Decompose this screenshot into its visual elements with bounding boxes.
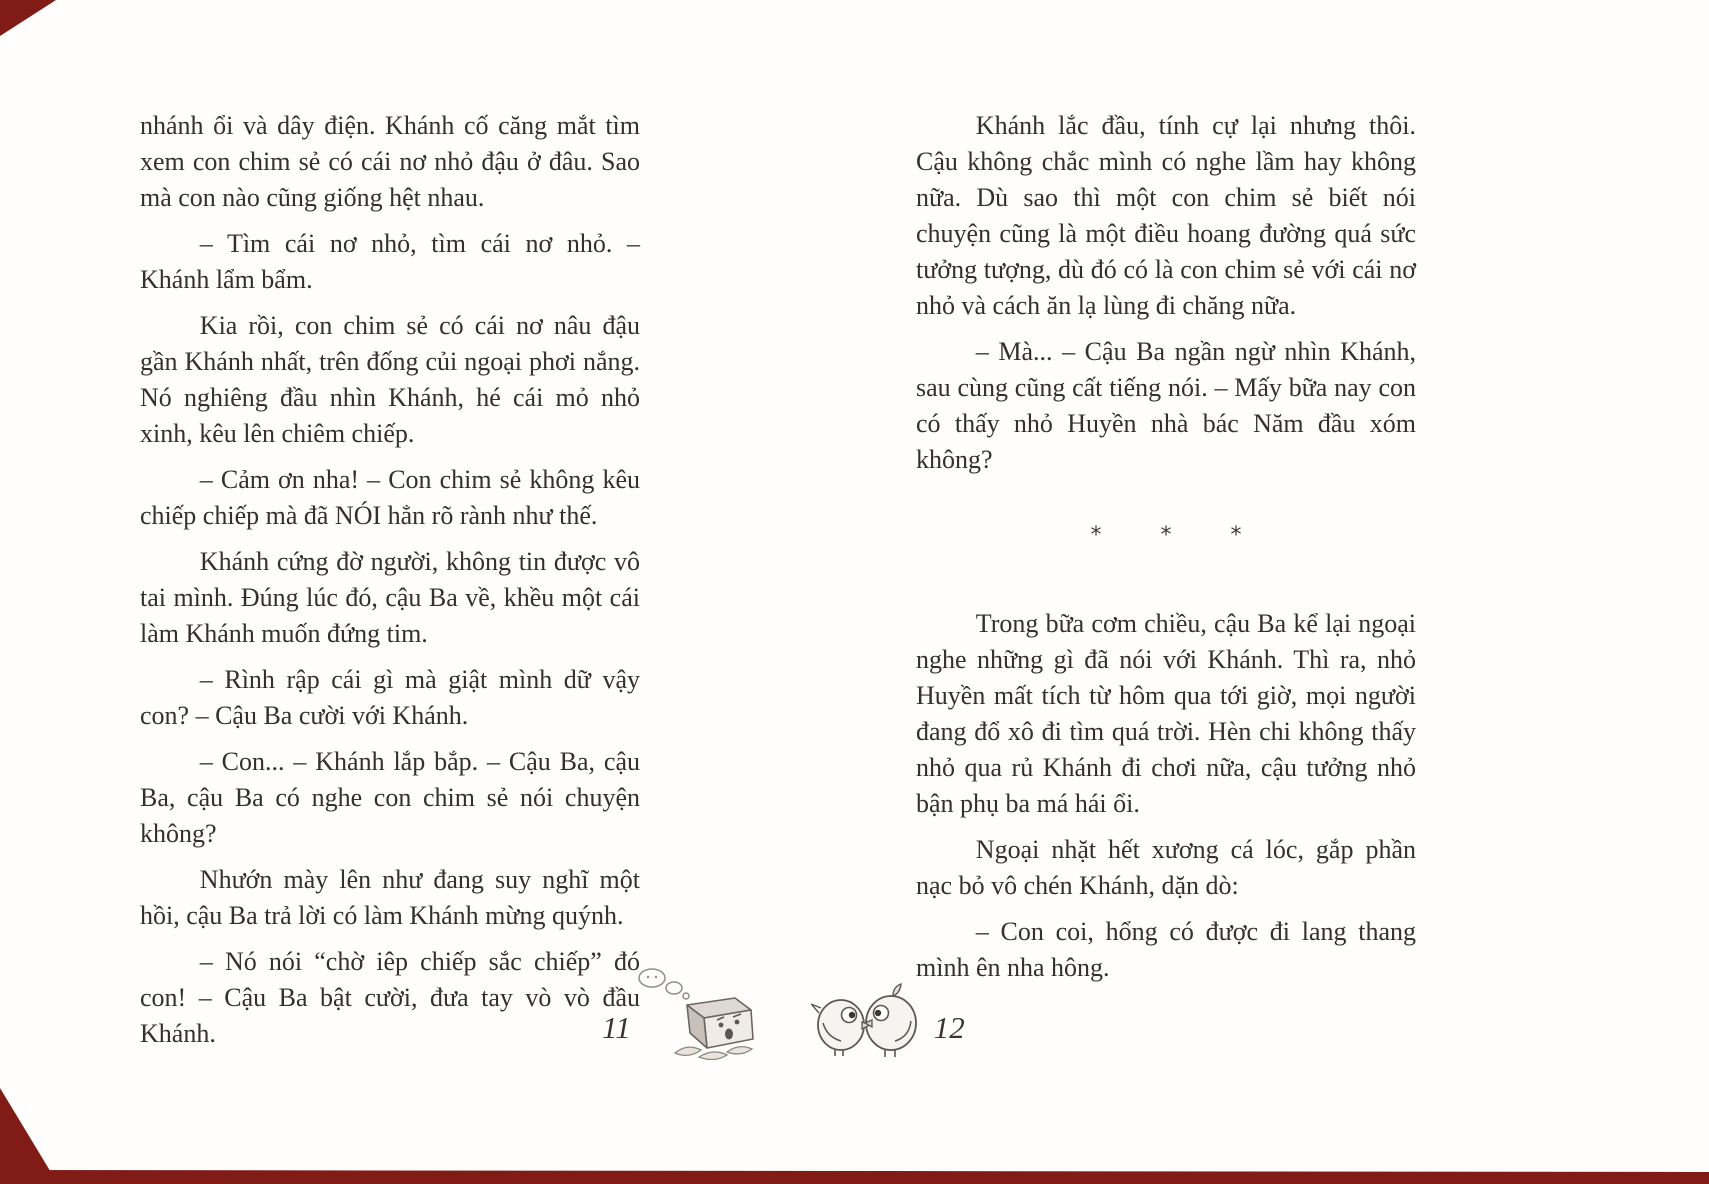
left-page bbox=[140, 108, 640, 1062]
box-character-illustration bbox=[637, 965, 767, 1060]
bird-eyes bbox=[841, 1006, 888, 1023]
sparrows-illustration bbox=[809, 975, 924, 1060]
paragraph: Kia rồi, con chim sẻ có cái nơ nâu đậu gần Khánh nhất, trên đống củi ngoại phơi nắng. Nó nghiêng đầu nhìn Khánh, hé cái mỏ nhỏ xinh, kêu lên chiêm chiếp. bbox=[140, 311, 640, 448]
thought-bubbles-icon bbox=[639, 969, 689, 999]
red-corner-top-left bbox=[0, 0, 56, 36]
page-number-left: 11 bbox=[602, 1010, 631, 1045]
paragraph: Nhướn mày lên như đang suy nghĩ một hồi, cậu Ba trả lời có làm Khánh mừng quýnh. bbox=[140, 865, 640, 930]
paragraph: – Mà... – Cậu Ba ngần ngừ nhìn Khánh, sau cùng cũng cất tiếng nói. – Mấy bữa nay con có thấy nhỏ Huyền nhà bác Năm đầu xóm không? bbox=[916, 337, 1416, 474]
page-footer bbox=[596, 968, 971, 1060]
leaves bbox=[675, 1047, 752, 1060]
paragraph: Trong bữa cơm chiều, cậu Ba kể lại ngoại nghe những gì đã nói với Khánh. Thì ra, nhỏ Huyền mất tích từ hôm qua tới giờ, mọi người đang đổ xô đi tìm quá trời. Hèn chi không thấy nhỏ qua rủ Khánh đi chơi nữa, cậu tưởng nhỏ bận phụ ba má hái ổi. bbox=[916, 609, 1416, 818]
page-number-right: 12 bbox=[933, 1010, 965, 1045]
right-page bbox=[916, 108, 1416, 996]
paragraph: nhánh ổi và dây điện. Khánh cố căng mắt tìm xem con chim sẻ có cái nơ nhỏ đậu ở đâu. Sao mà con nào cũng giống hệt nhau. bbox=[140, 111, 640, 212]
paragraph: – Con... – Khánh lắp bắp. – Cậu Ba, cậu Ba, cậu Ba có nghe con chim sẻ nói chuyện không? bbox=[140, 747, 640, 848]
paragraph: – Cảm ơn nha! – Con chim sẻ không kêu chiếp chiếp mà đã NÓI hẳn rõ rành như thế. bbox=[140, 465, 640, 530]
red-strip-bottom bbox=[0, 1170, 1709, 1184]
paragraph: – Nó nói “chờ iêp chiếp sắc chiếp” đó con! – Cậu Ba bật cười, đưa tay vò vò đầu Khánh. bbox=[140, 947, 640, 1048]
paragraph: Ngoại nhặt hết xương cá lóc, gắp phần nạc bỏ vô chén Khánh, dặn dò: bbox=[916, 835, 1416, 900]
section-separator-stars: * * * bbox=[1090, 523, 1268, 548]
red-corner-bottom-left bbox=[0, 1088, 58, 1184]
paragraph: – Tìm cái nơ nhỏ, tìm cái nơ nhỏ. – Khánh lẩm bẩm. bbox=[140, 229, 640, 294]
paragraph: – Con coi, hổng có được đi lang thang mình ên nha hông. bbox=[916, 917, 1416, 982]
paragraph: Khánh lắc đầu, tính cự lại nhưng thôi. Cậu không chắc mình có nghe lầm hay không nữa. Dù sao thì một con chim sẻ biết nói chuyện cũng là một điều hoang đường quá sức tưởng tượng, dù đó có là con chim sẻ với cái nơ nhỏ và cách ăn lạ lùng đi chăng nữa. bbox=[916, 111, 1416, 320]
paragraph: Khánh cứng đờ người, không tin được vô tai mình. Đúng lúc đó, cậu Ba về, khều một cái làm Khánh muốn đứng tim. bbox=[140, 547, 640, 648]
paragraph: – Rình rập cái gì mà giật mình dữ vậy con? – Cậu Ba cười với Khánh. bbox=[140, 665, 640, 730]
